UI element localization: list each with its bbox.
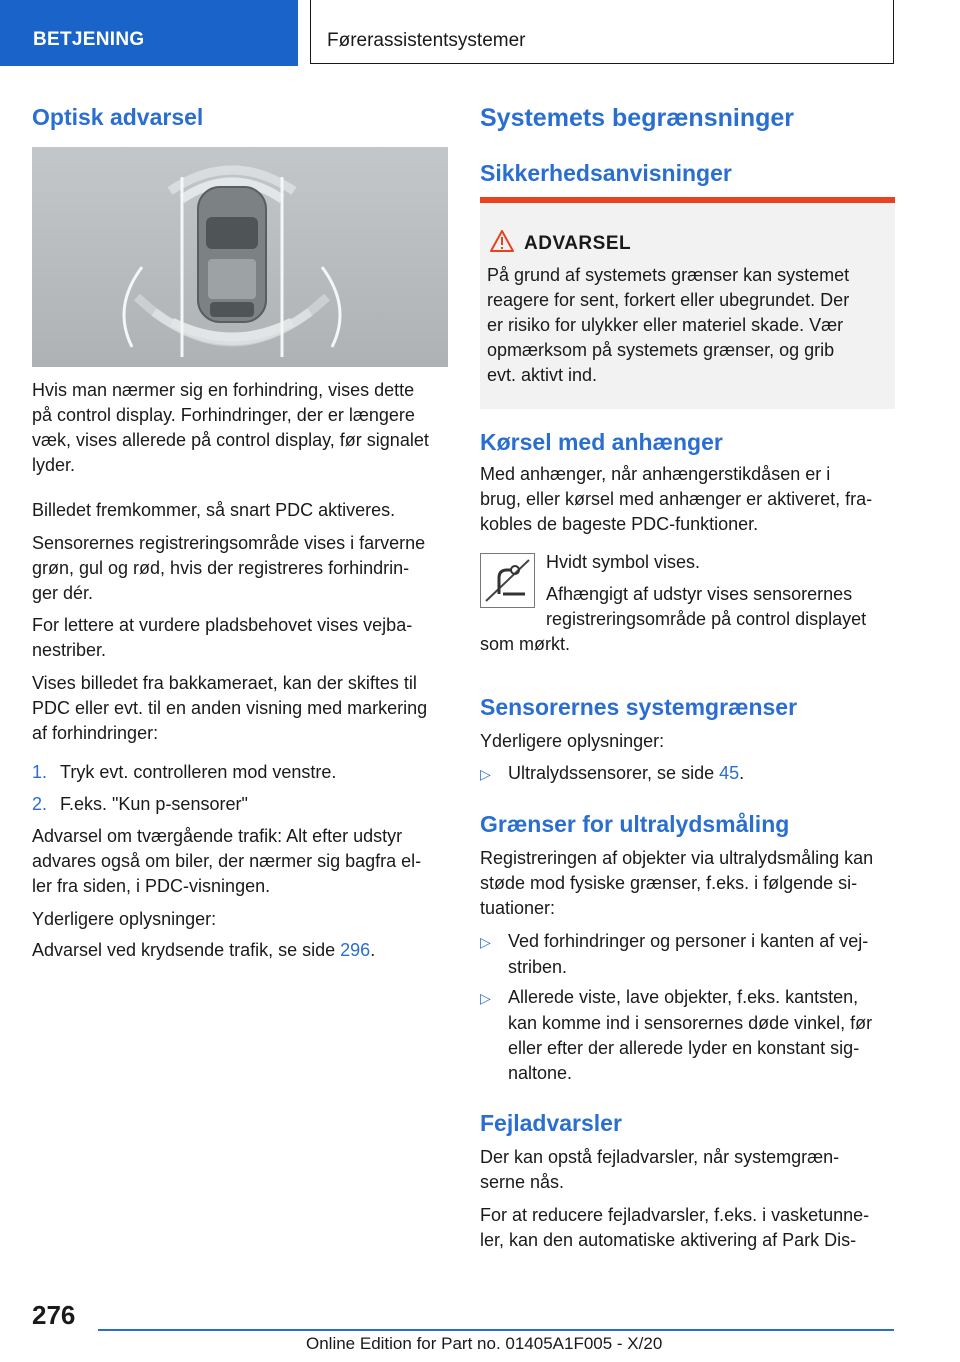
- sensor-list-item: [480, 761, 900, 787]
- heading-sensor-limits: Sensorernes systemgrænser: [480, 694, 798, 720]
- text-line: For lettere at vurdere pladsbehovet vises vejba-: [32, 615, 413, 635]
- paragraph-image-appears: Billedet fremkommer, så snart PDC aktiveres.: [32, 500, 396, 520]
- text-line: kan komme ind i sensorernes døde vinkel, før: [508, 1013, 873, 1033]
- footer-divider: [98, 1329, 894, 1331]
- heading-ultrasonic-limits: Grænser for ultralydsmåling: [480, 811, 790, 837]
- section-title: BETJENING: [33, 29, 145, 50]
- step-text: F.eks. "Kun p-sensorer": [60, 794, 248, 814]
- step-2: [32, 792, 452, 817]
- text-line: på control display. Forhindringer, der er længere: [32, 405, 415, 425]
- paragraph-sensor-colors: [32, 531, 452, 606]
- text-line: advares også om biler, der nærmer sig bagfra el-: [32, 851, 422, 871]
- sensor-more-info: Yderligere oplysninger:: [480, 731, 665, 751]
- heading-system-limits: Systemets begrænsninger: [480, 104, 794, 132]
- text-line: Sensorernes registreringsområde vises i farverne: [32, 533, 426, 553]
- paragraph-road-lines: [32, 613, 452, 663]
- step-number: 1.: [32, 762, 48, 782]
- chapter-title: Førerassistentsystemer: [327, 30, 526, 51]
- text-line: Afhængigt af udstyr vises sensorernes: [546, 584, 853, 604]
- heading-false-warnings: Fejladvarsler: [480, 1110, 622, 1136]
- heading-trailer: Kørsel med anhænger: [480, 429, 723, 455]
- text: Ved forhindringer og personer i kanten af vej-: [508, 931, 869, 951]
- trailer-symbol-text: Hvidt symbol vises.: [546, 552, 701, 572]
- trailer-hitch-icon: [480, 553, 535, 608]
- trailer-symbol: [481, 554, 534, 607]
- step-1: [32, 760, 452, 785]
- text-line: er risiko for ulykker eller materiel skade. Vær: [487, 315, 844, 335]
- text-line: PDC eller evt. til en anden visning med markering: [32, 698, 428, 718]
- text: Ultralydssensorer, se side: [508, 763, 720, 783]
- heading-safety: Sikkerhedsanvisninger: [480, 160, 732, 186]
- ultra-list-item-1: [480, 929, 900, 980]
- text-line: serne nås.: [480, 1172, 565, 1192]
- page-link-296[interactable]: 296: [340, 940, 371, 960]
- text-line: striben.: [508, 957, 568, 977]
- trailer-dark-text-end: som mørkt.: [480, 634, 570, 654]
- text-line: ger dér.: [32, 583, 94, 603]
- text-line: ler fra siden, i PDC-visningen.: [32, 876, 271, 896]
- ultra-list-item-2: [480, 985, 900, 1086]
- text: .: [739, 763, 745, 783]
- paragraph-camera-switch: [32, 671, 452, 746]
- warning-title: ADVARSEL: [524, 233, 632, 254]
- paragraph-cross-traffic-ref: [32, 938, 452, 963]
- text-line: opmærksom på systemets grænser, og grib: [487, 340, 835, 360]
- text-line: lyder.: [32, 455, 76, 475]
- text-line: Vises billedet fra bakkameraet, kan der skiftes til: [32, 673, 417, 693]
- text-line: registreringsområde på control displayet: [546, 609, 867, 629]
- text: Advarsel ved krydsende trafik, se side: [32, 940, 341, 960]
- section-tab: [0, 0, 298, 66]
- text-line: Hvis man nærmer sig en forhindring, vises dette: [32, 380, 415, 400]
- warning-box: [480, 197, 895, 409]
- text-line: Advarsel om tværgående trafik: Alt efter udstyr: [32, 826, 403, 846]
- text: Allerede viste, lave objekter, f.eks. kantsten,: [508, 987, 859, 1007]
- text-line: På grund af systemets grænser kan systemet: [487, 265, 850, 285]
- text: .: [370, 940, 376, 960]
- step-number: 2.: [32, 794, 48, 814]
- paragraph-false-warnings-1: [480, 1145, 900, 1195]
- paragraph-false-warnings-2: [480, 1203, 900, 1253]
- text-line: eller efter der allerede lyder en konstant sig-: [508, 1038, 860, 1058]
- footer-edition: Online Edition for Part no. 01405A1F005 - X/20: [306, 1334, 663, 1353]
- bullet-triangle-icon: ▷: [480, 934, 491, 950]
- text-line: tuationer:: [480, 898, 556, 918]
- text-line: reagere for sent, forkert eller ubegrundet. Der: [487, 290, 850, 310]
- warning-text: [487, 263, 887, 388]
- text-line: brug, eller kørsel med anhænger er aktiveret, fra-: [480, 489, 873, 509]
- trailer-dark-text: [546, 582, 896, 632]
- text-line: Registreringen af objekter via ultralydsmåling kan: [480, 848, 874, 868]
- text-line: Der kan opstå fejladvarsler, når systemgræn-: [480, 1147, 840, 1167]
- text-line: væk, vises allerede på control display, før signalet: [32, 430, 429, 450]
- paragraph-ultrasonic: [480, 846, 900, 921]
- text-line: Med anhænger, når anhængerstikdåsen er i: [480, 464, 831, 484]
- text-line: evt. aktivt ind.: [487, 365, 598, 385]
- bullet-triangle-icon: ▷: [480, 990, 491, 1006]
- text-line: grøn, gul og rød, hvis der registreres forhindrin-: [32, 558, 410, 578]
- pdc-illustration: [32, 147, 448, 367]
- text-line: nestriber.: [32, 640, 107, 660]
- text-line: kobles de bageste PDC-funktioner.: [480, 514, 759, 534]
- text-line: For at reducere fejladvarsler, f.eks. i vasketunne-: [480, 1205, 870, 1225]
- paragraph-approach: [32, 378, 452, 478]
- heading-optisk-advarsel: Optisk advarsel: [32, 104, 204, 130]
- text-line: af forhindringer:: [32, 723, 159, 743]
- paragraph-trailer: [480, 462, 900, 537]
- page-number: 276: [32, 1300, 76, 1330]
- text-line: ler, kan den automatiske aktivering af Park Dis-: [480, 1230, 857, 1250]
- bullet-triangle-icon: ▷: [480, 766, 491, 782]
- text-line: støde mod fysiske grænser, f.eks. i følgende si-: [480, 873, 858, 893]
- pdc-car-top-view-image: [32, 147, 448, 367]
- chapter-tab: [310, 0, 894, 64]
- paragraph-cross-traffic: [32, 824, 452, 899]
- text-line: naltone.: [508, 1063, 573, 1083]
- page-link-45[interactable]: 45: [719, 763, 740, 783]
- warning-triangle-icon: [490, 230, 514, 252]
- step-text: Tryk evt. controlleren mod venstre.: [60, 762, 337, 782]
- paragraph-more-info: Yderligere oplysninger:: [32, 909, 217, 929]
